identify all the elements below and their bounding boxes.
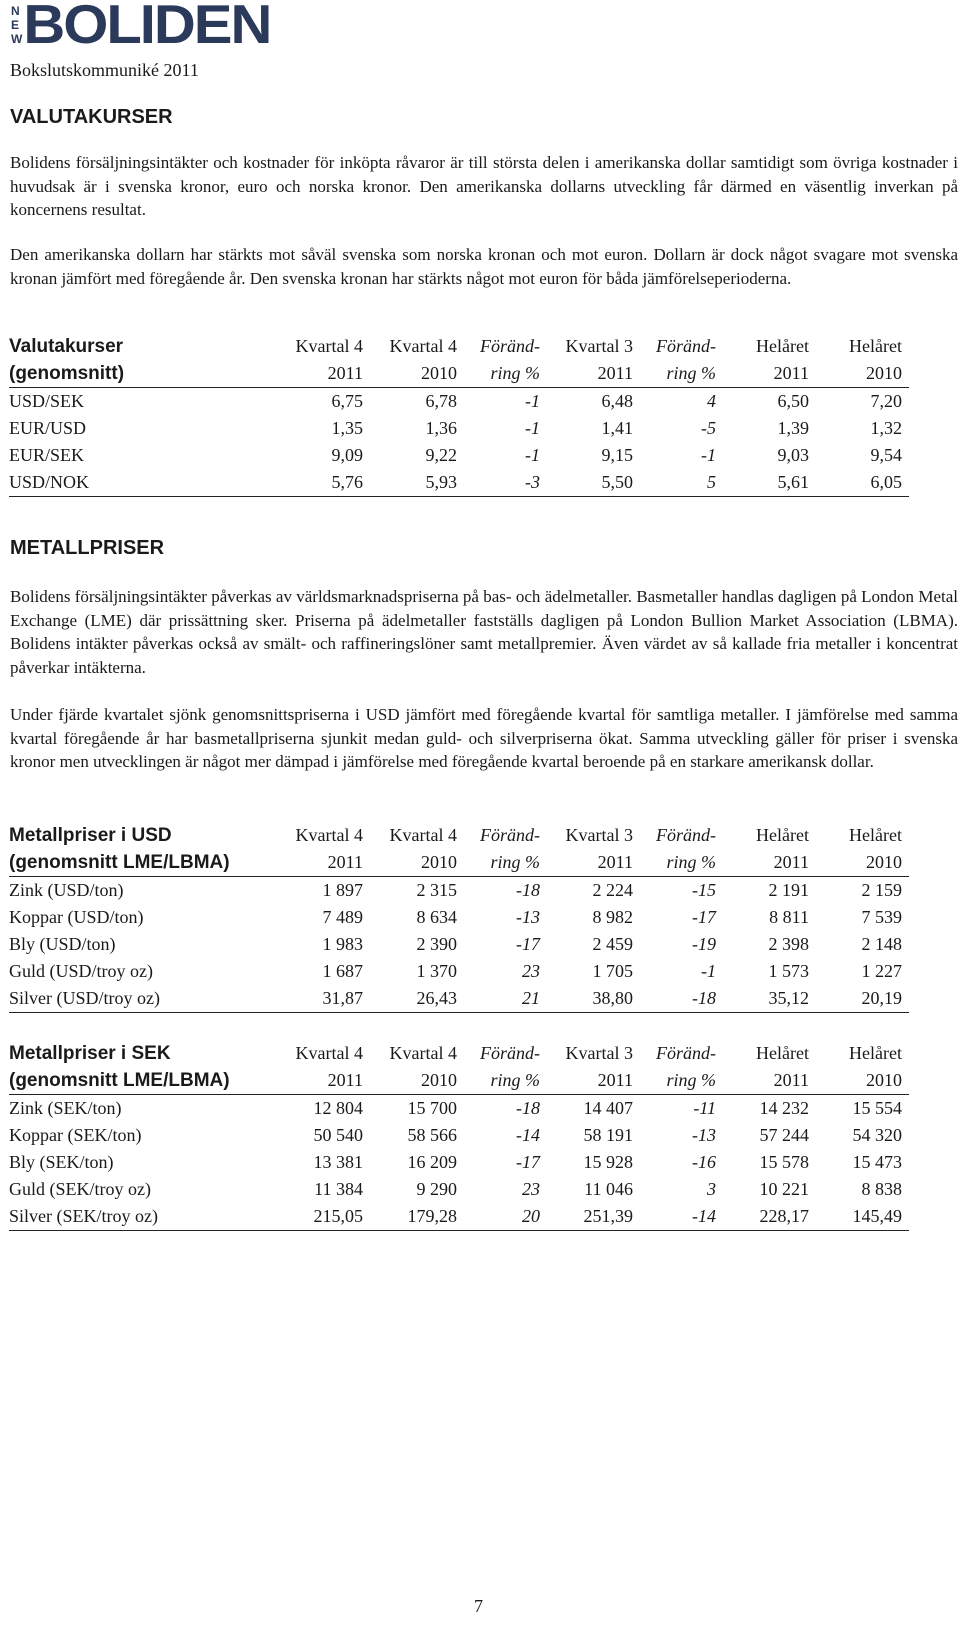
column-header: Föränd- bbox=[480, 336, 540, 356]
table-cell: 5,61 bbox=[723, 469, 816, 497]
boliden-logo bbox=[11, 0, 271, 56]
table-header-row bbox=[9, 360, 909, 388]
table-cell: 2 224 bbox=[592, 880, 633, 900]
table-cell: 1,36 bbox=[425, 418, 457, 438]
row-label: Zink (SEK/ton) bbox=[9, 1098, 122, 1118]
table-cell: 1,41 bbox=[601, 418, 633, 438]
row-label: Bly (SEK/ton) bbox=[9, 1152, 114, 1172]
table-cell: -18 bbox=[640, 985, 723, 1013]
column-header: 2010 bbox=[370, 1067, 464, 1095]
table-cell: 145,49 bbox=[816, 1203, 909, 1231]
table-cell: 11 384 bbox=[314, 1179, 363, 1199]
logo-wordmark: BOLIDEN bbox=[23, 0, 271, 56]
row-label: Koppar (SEK/ton) bbox=[9, 1125, 142, 1145]
table-cell: 2 398 bbox=[768, 934, 809, 954]
table-cell: 9,03 bbox=[777, 445, 809, 465]
page-number: 7 bbox=[474, 1596, 483, 1616]
table-title: Metallpriser i SEK bbox=[9, 1043, 171, 1064]
table-cell: -5 bbox=[701, 418, 716, 438]
table-cell: 20,19 bbox=[816, 985, 909, 1013]
table-cell: 16 209 bbox=[407, 1152, 457, 1172]
table-cell: 8 811 bbox=[769, 907, 809, 927]
table-cell: 9 290 bbox=[416, 1179, 457, 1199]
table-cell: -18 bbox=[516, 880, 540, 900]
column-header: Föränd- bbox=[480, 1043, 540, 1063]
row-label: EUR/SEK bbox=[9, 445, 85, 465]
table-cell: -19 bbox=[692, 934, 716, 954]
metal-prices-sek-table bbox=[9, 1040, 909, 1231]
column-header: 2011 bbox=[274, 849, 370, 877]
table-row bbox=[9, 1176, 909, 1203]
table-cell: 8 982 bbox=[592, 907, 633, 927]
table-cell: 1 573 bbox=[768, 961, 809, 981]
column-header: 2011 bbox=[274, 360, 370, 388]
table-cell: 57 244 bbox=[759, 1125, 809, 1145]
table-cell: 251,39 bbox=[547, 1203, 640, 1231]
table-cell: 38,80 bbox=[547, 985, 640, 1013]
column-header: 2010 bbox=[816, 1067, 909, 1095]
logo-new-letter: N bbox=[11, 4, 20, 18]
table-cell: 6,78 bbox=[425, 391, 457, 411]
column-header: Helåret bbox=[849, 336, 902, 356]
table-header-row bbox=[9, 333, 909, 360]
paragraph: Den amerikanska dollarn har stärkts mot såväl svenska som norska kronan och mot euron. Dollarn är dock något svagare mot svenska kronan jämfört med föregående år. Den svenska kronan har stärkts något mot euron för båda jämförelseperioderna. bbox=[10, 245, 958, 288]
column-header: ring % bbox=[640, 849, 723, 877]
column-header: Helåret bbox=[849, 825, 902, 845]
table-cell: 23 bbox=[522, 1179, 540, 1199]
table-cell: 6,50 bbox=[777, 391, 809, 411]
table-cell: 1,32 bbox=[870, 418, 902, 438]
table-cell: 1 897 bbox=[322, 880, 363, 900]
column-header: Helåret bbox=[756, 825, 809, 845]
table-cell: 9,22 bbox=[425, 445, 457, 465]
column-header: ring % bbox=[640, 360, 723, 388]
table-cell: 7 489 bbox=[322, 907, 363, 927]
table-cell: 23 bbox=[522, 961, 540, 981]
table-cell: 7 539 bbox=[861, 907, 902, 927]
table-cell: 1 227 bbox=[861, 961, 902, 981]
table-cell: -17 bbox=[516, 1152, 540, 1172]
table-subtitle: (genomsnitt LME/LBMA) bbox=[9, 849, 274, 877]
table-cell: -1 bbox=[525, 391, 540, 411]
table-cell: 10 221 bbox=[759, 1179, 809, 1199]
column-header: 2011 bbox=[723, 849, 816, 877]
table-cell: 9,15 bbox=[601, 445, 633, 465]
paragraph: Bolidens försäljningsintäkter och kostnader för inköpta råvaror är till största delen i amerikanska dollar samtidigt som övriga kostnader i huvudsak är i svenska kronor, euro och norska kronor. Den amerikanska dollarns utveckling får därmed en väsentlig inverkan på koncernens resultat. bbox=[10, 153, 958, 219]
table-cell: 2 191 bbox=[768, 880, 809, 900]
table-cell: 5,93 bbox=[370, 469, 464, 497]
table-cell: 6,48 bbox=[601, 391, 633, 411]
table-cell: 15 700 bbox=[407, 1098, 457, 1118]
table-title: Metallpriser i USD bbox=[9, 825, 172, 846]
column-header: Kvartal 4 bbox=[389, 825, 457, 845]
row-label: Silver (SEK/troy oz) bbox=[9, 1203, 274, 1231]
column-header: ring % bbox=[464, 360, 547, 388]
table-cell: 179,28 bbox=[370, 1203, 464, 1231]
column-header: 2011 bbox=[547, 1067, 640, 1095]
table-cell: 215,05 bbox=[274, 1203, 370, 1231]
table-cell: 2 159 bbox=[861, 880, 902, 900]
paragraph: Under fjärde kvartalet sjönk genomsnittspriserna i USD jämfört med föregående kvartal för samtliga metaller. I jämförelse med samma kvartal föregående år har basmetallpriserna sjunkit medan guld- och silverpriserna ökat. Samma utveckling gäller för priser i svenska kronor men utvecklingen är något mer dämpad i jämförelse med föregående kvartal beroende på en starkare amerikansk dollar. bbox=[10, 705, 958, 771]
table-cell: 58 566 bbox=[407, 1125, 457, 1145]
logo-new-letter: W bbox=[11, 32, 23, 46]
column-header: 2011 bbox=[723, 1067, 816, 1095]
column-header: Kvartal 3 bbox=[565, 825, 633, 845]
table-row bbox=[9, 415, 909, 442]
column-header: Föränd- bbox=[656, 336, 716, 356]
table-subtitle: (genomsnitt LME/LBMA) bbox=[9, 1067, 274, 1095]
row-label: USD/SEK bbox=[9, 391, 85, 411]
column-header: ring % bbox=[464, 849, 547, 877]
table-cell: 9,54 bbox=[870, 445, 902, 465]
table-cell: -16 bbox=[692, 1152, 716, 1172]
table-header-row bbox=[9, 1067, 909, 1095]
column-header: 2010 bbox=[370, 360, 464, 388]
table-row bbox=[9, 442, 909, 469]
table-cell: -13 bbox=[516, 907, 540, 927]
column-header: ring % bbox=[640, 1067, 723, 1095]
paragraph: Bolidens försäljningsintäkter påverkas av världsmarknadspriserna på bas- och ädelmetaller. Basmetaller handlas dagligen på London Metal Exchange (LME) där prissättning sker. Priserna på ädelmetaller fastställs dagligen på London Bullion Market Association (LBMA). Bolidens intäkter påverkas också av smält- och raffineringslöner samt metallpremier. Även värdet av så kallade fria metaller i koncentrat påverkar intäkterna. bbox=[10, 587, 958, 677]
row-label: USD/NOK bbox=[9, 469, 274, 497]
document-subtitle: Bokslutskommuniké 2011 bbox=[10, 60, 199, 80]
table-row bbox=[9, 877, 909, 905]
table-row bbox=[9, 1095, 909, 1123]
table-cell: 2 459 bbox=[592, 934, 633, 954]
table-cell: -1 bbox=[525, 418, 540, 438]
table-cell: 14 232 bbox=[759, 1098, 809, 1118]
table-cell: 8 634 bbox=[416, 907, 457, 927]
table-cell: 8 838 bbox=[861, 1179, 902, 1199]
row-label: Guld (USD/troy oz) bbox=[9, 961, 153, 981]
table-cell: 15 578 bbox=[759, 1152, 809, 1172]
row-label: Silver (USD/troy oz) bbox=[9, 985, 274, 1013]
table-cell: 31,87 bbox=[274, 985, 370, 1013]
section-heading-valutakurser: VALUTAKURSER bbox=[10, 106, 173, 128]
table-header-row bbox=[9, 822, 909, 849]
table-cell: 5 bbox=[640, 469, 723, 497]
table-cell: 1 687 bbox=[322, 961, 363, 981]
column-header: 2011 bbox=[547, 360, 640, 388]
table-cell: 1 370 bbox=[416, 961, 457, 981]
column-header: Kvartal 4 bbox=[389, 336, 457, 356]
column-header: Kvartal 4 bbox=[295, 825, 363, 845]
table-cell: -14 bbox=[516, 1125, 540, 1145]
table-cell: 21 bbox=[464, 985, 547, 1013]
column-header: Kvartal 3 bbox=[565, 1043, 633, 1063]
table-cell: -11 bbox=[693, 1098, 716, 1118]
row-label: Zink (USD/ton) bbox=[9, 880, 124, 900]
metal-prices-usd-table bbox=[9, 822, 909, 1013]
table-cell: -1 bbox=[525, 445, 540, 465]
table-cell: 15 928 bbox=[583, 1152, 633, 1172]
table-cell: 228,17 bbox=[723, 1203, 816, 1231]
table-cell: 1,39 bbox=[777, 418, 809, 438]
table-row bbox=[9, 388, 909, 416]
currency-rates-table bbox=[9, 333, 909, 497]
row-label: EUR/USD bbox=[9, 418, 87, 438]
column-header: Föränd- bbox=[656, 1043, 716, 1063]
table-cell: 11 046 bbox=[584, 1179, 633, 1199]
table-cell: 6,05 bbox=[816, 469, 909, 497]
table-cell: -15 bbox=[692, 880, 716, 900]
table-cell: -14 bbox=[640, 1203, 723, 1231]
table-cell: 6,75 bbox=[331, 391, 363, 411]
table-cell: 12 804 bbox=[313, 1098, 363, 1118]
table-cell: 50 540 bbox=[313, 1125, 363, 1145]
table-cell: -17 bbox=[516, 934, 540, 954]
row-label: Bly (USD/ton) bbox=[9, 934, 116, 954]
table-cell: 3 bbox=[707, 1179, 716, 1199]
table-cell: 20 bbox=[464, 1203, 547, 1231]
section-heading-metallpriser: METALLPRISER bbox=[10, 537, 165, 559]
table-header-row bbox=[9, 849, 909, 877]
table-header-row bbox=[9, 1040, 909, 1067]
column-header: Kvartal 4 bbox=[389, 1043, 457, 1063]
column-header: Kvartal 3 bbox=[565, 336, 633, 356]
table-row bbox=[9, 931, 909, 958]
table-cell: -1 bbox=[701, 445, 716, 465]
table-cell: 1 983 bbox=[322, 934, 363, 954]
table-cell: 4 bbox=[707, 391, 716, 411]
column-header: Föränd- bbox=[480, 825, 540, 845]
table-cell: 15 554 bbox=[852, 1098, 902, 1118]
table-cell: 1,35 bbox=[331, 418, 363, 438]
column-header: 2010 bbox=[370, 849, 464, 877]
table-cell: 58 191 bbox=[583, 1125, 633, 1145]
table-cell: 15 473 bbox=[852, 1152, 902, 1172]
column-header: Föränd- bbox=[656, 825, 716, 845]
table-cell: 35,12 bbox=[723, 985, 816, 1013]
table-row bbox=[9, 1203, 909, 1231]
column-header: Kvartal 4 bbox=[295, 1043, 363, 1063]
logo-new-mark bbox=[11, 4, 22, 46]
row-label: Koppar (USD/ton) bbox=[9, 907, 144, 927]
column-header: Kvartal 4 bbox=[295, 336, 363, 356]
table-title: Valutakurser bbox=[9, 336, 124, 357]
table-cell: -1 bbox=[701, 961, 716, 981]
table-cell: 5,76 bbox=[274, 469, 370, 497]
table-cell: 26,43 bbox=[370, 985, 464, 1013]
column-header: 2011 bbox=[723, 360, 816, 388]
table-subtitle: (genomsnitt) bbox=[9, 360, 274, 388]
table-cell: 5,50 bbox=[547, 469, 640, 497]
table-cell: 2 148 bbox=[861, 934, 902, 954]
table-row bbox=[9, 1122, 909, 1149]
table-cell: -13 bbox=[692, 1125, 716, 1145]
table-row bbox=[9, 985, 909, 1013]
table-cell: 1 705 bbox=[592, 961, 633, 981]
table-cell: 14 407 bbox=[583, 1098, 633, 1118]
row-label: Guld (SEK/troy oz) bbox=[9, 1179, 151, 1199]
logo-new-letter: E bbox=[11, 18, 20, 32]
column-header: Helåret bbox=[849, 1043, 902, 1063]
table-cell: -17 bbox=[692, 907, 716, 927]
column-header: 2011 bbox=[547, 849, 640, 877]
column-header: 2010 bbox=[816, 360, 909, 388]
column-header: 2010 bbox=[816, 849, 909, 877]
table-row bbox=[9, 958, 909, 985]
table-row bbox=[9, 1149, 909, 1176]
column-header: 2011 bbox=[274, 1067, 370, 1095]
table-row bbox=[9, 904, 909, 931]
column-header: Helåret bbox=[756, 1043, 809, 1063]
table-cell: 54 320 bbox=[852, 1125, 902, 1145]
table-cell: 2 390 bbox=[416, 934, 457, 954]
table-cell: -18 bbox=[516, 1098, 540, 1118]
column-header: ring % bbox=[464, 1067, 547, 1095]
table-cell: 7,20 bbox=[870, 391, 902, 411]
table-cell: 13 381 bbox=[313, 1152, 363, 1172]
column-header: Helåret bbox=[756, 336, 809, 356]
table-cell: 9,09 bbox=[331, 445, 363, 465]
table-cell: 2 315 bbox=[416, 880, 457, 900]
table-row bbox=[9, 469, 909, 497]
table-cell: -3 bbox=[464, 469, 547, 497]
